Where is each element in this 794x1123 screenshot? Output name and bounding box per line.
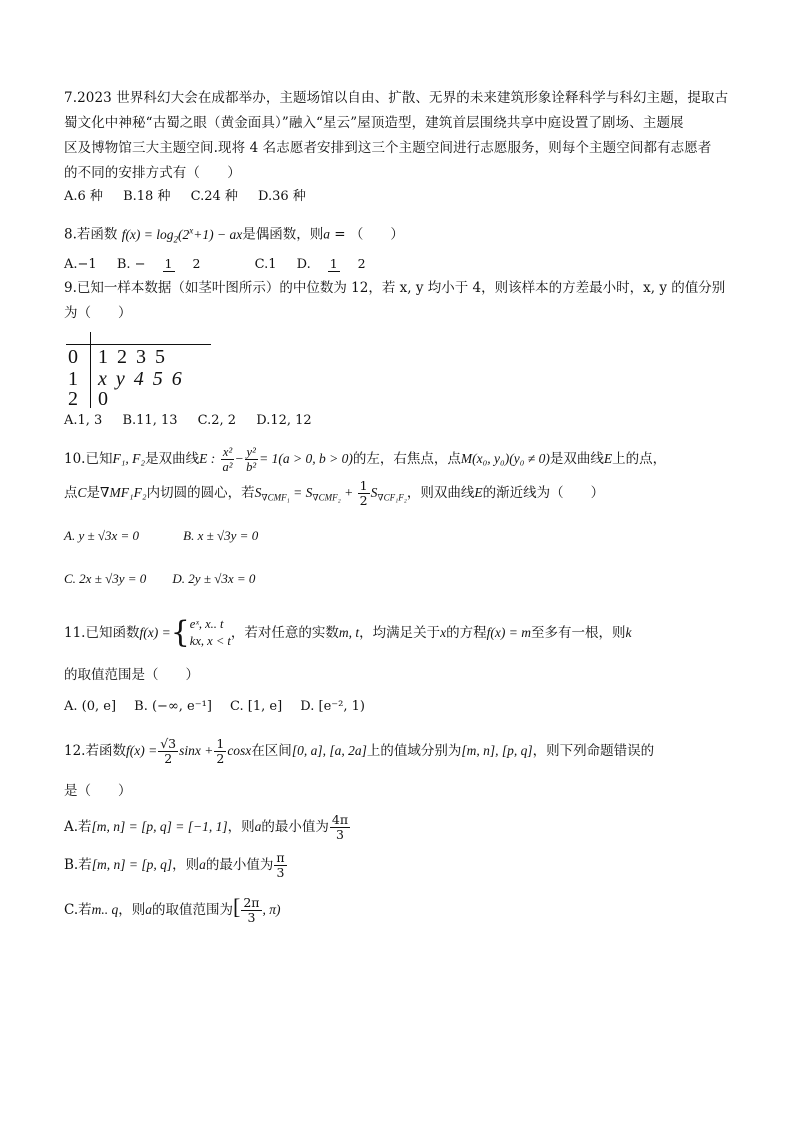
q9-options xyxy=(64,410,734,432)
q8-stem: 8.若函数 $f(x) = \log_2(2^x+1)$ − ax是偶函数，则a = （ ） xyxy=(64,225,404,245)
q9-line-1: 9.已知一样本数据（如茎叶图所示）的中位数为 12，若 x, y 均小于 4，则该样本的方差最小时，x, y 的值分别 xyxy=(64,280,726,297)
q11-option-a: A. (0, e] xyxy=(64,698,117,714)
q12-option-b: B.若[m, n] = [p, q]，则a的最小值为 $\frac{\pi}{3}$ xyxy=(64,849,285,880)
q8-options xyxy=(64,254,734,276)
q10-option-c: C. 2x ± √3y = 0 xyxy=(64,570,147,586)
q11-line-2: 的取值范围是（ ） xyxy=(64,666,199,683)
q7-option-d: D.36 种 xyxy=(258,189,306,204)
q7-option-b: B.18 种 xyxy=(123,189,171,204)
q8-option-d: D. 1 2 xyxy=(296,256,366,273)
q10-line-2: 点C是∇MF₁F₂内切圆的圆心，若$S_{\nabla CMF_1} = S_{\nabla CMF_2}$ + $\frac{1}{2}$ $S_{\nabla CF_1F_2}$，则双曲线E的渐近线为（ ） xyxy=(64,478,605,509)
q8-option-b: B. − 1 2 xyxy=(116,256,201,273)
q10-options-row-2 xyxy=(64,558,734,601)
q7-line-1: 7.2023 世界科幻大会在成都举办，主题场馆以自由、扩散、无界的未来建筑形象诠释科学与科幻主题，提取古 xyxy=(64,90,729,106)
leaves-0: 1 2 3 5 xyxy=(98,346,165,369)
q10-line-1: 10.已知F₁, F₂是双曲线E : $\frac{\text{x²}}{\text{a²}}$ − $\frac{\text{y²}}{\text{b²}}$ = 1(a > 0, b > 0)的左，右焦点，点M(x₀, y₀)(y₀ ≠ 0)是双曲线E上的点， xyxy=(64,445,667,475)
q7-option-c: C.24 种 xyxy=(190,189,238,204)
q8-function: $f(x) = \log_2(2^x+1)$ − ax xyxy=(121,225,243,245)
q7-options xyxy=(64,186,734,208)
exam-page xyxy=(64,86,734,932)
question-11 xyxy=(64,611,734,719)
leaves-1: x y 4 5 6 xyxy=(98,368,182,391)
q10-options-row-1 xyxy=(64,515,734,558)
q11-line-1: 11.已知函数f(x) ={ eˣ, x.. t kx, x < t ，若对任意的实数m, t，均满足关于x的方程f(x) = m至多有一根，则k xyxy=(64,615,632,651)
q9-line-2: 为（ ） xyxy=(64,305,132,322)
q9-option-c: C.2, 2 xyxy=(197,413,237,429)
question-7 xyxy=(64,86,734,208)
question-8 xyxy=(64,218,734,276)
q10-option-d: D. 2y ± √3x = 0 xyxy=(172,570,256,586)
leaves-2: 0 xyxy=(98,388,108,411)
q11-option-d: D. [e⁻², 1) xyxy=(300,698,365,714)
q7-line-3: 区及博物馆三大主题空间.现将 4 名志愿者安排到这三个主题空间进行志愿服务，则每个主题空间都有志愿者 xyxy=(64,140,712,156)
question-9 xyxy=(64,276,734,432)
q11-option-b: B. (−∞, e⁻¹] xyxy=(134,698,212,714)
q8-option-a: A.−1 xyxy=(64,257,97,273)
q9-option-b: B.11, 13 xyxy=(122,413,178,429)
q11-options xyxy=(64,695,734,719)
q9-option-a: A.1, 3 xyxy=(64,413,103,429)
q12-option-c: C.若m.. q，则a的取值范围为[ $\frac{2\pi}{3}$ , π) xyxy=(64,893,281,925)
q11-option-c: C. [1, e] xyxy=(230,698,283,714)
stem-0: 0 xyxy=(68,346,78,369)
q12-line-1: 12.若函数f(x) = $\frac{√3}{2}$ sinx + $\frac{1}{2}$ cosx在区间[0, a], [a, 2a]上的值域分别为[m, n], [p, q]，则下列命题错误的 xyxy=(64,735,655,766)
q10-option-b: B. x ± √3y = 0 xyxy=(183,527,259,543)
q8-option-c: C.1 xyxy=(254,257,277,273)
question-10 xyxy=(64,442,734,601)
q7-line-2: 蜀文化中神秘“古蜀之眼（黄金面具）”融入“星云”屋顶造型，建筑首层围绕共享中庭设置了剧场、主题展 xyxy=(64,115,684,131)
stem-2: 2 xyxy=(68,388,78,411)
q12-line-2: 是（ ） xyxy=(64,782,132,799)
q7-line-4: 的不同的安排方式有（ ） xyxy=(64,165,241,181)
q7-option-a: A.6 种 xyxy=(64,189,103,204)
q9-option-d: D.12, 12 xyxy=(256,413,312,429)
stem-1: 1 xyxy=(68,368,78,391)
stem-leaf-plot xyxy=(66,332,212,411)
q12-option-a: A.若[m, n] = [p, q] = [−1, 1]，则a的最小值为 $\frac{4\pi}{3}$ xyxy=(64,811,349,842)
q10-option-a: A. y ± √3x = 0 xyxy=(64,527,140,543)
question-12 xyxy=(64,729,734,932)
